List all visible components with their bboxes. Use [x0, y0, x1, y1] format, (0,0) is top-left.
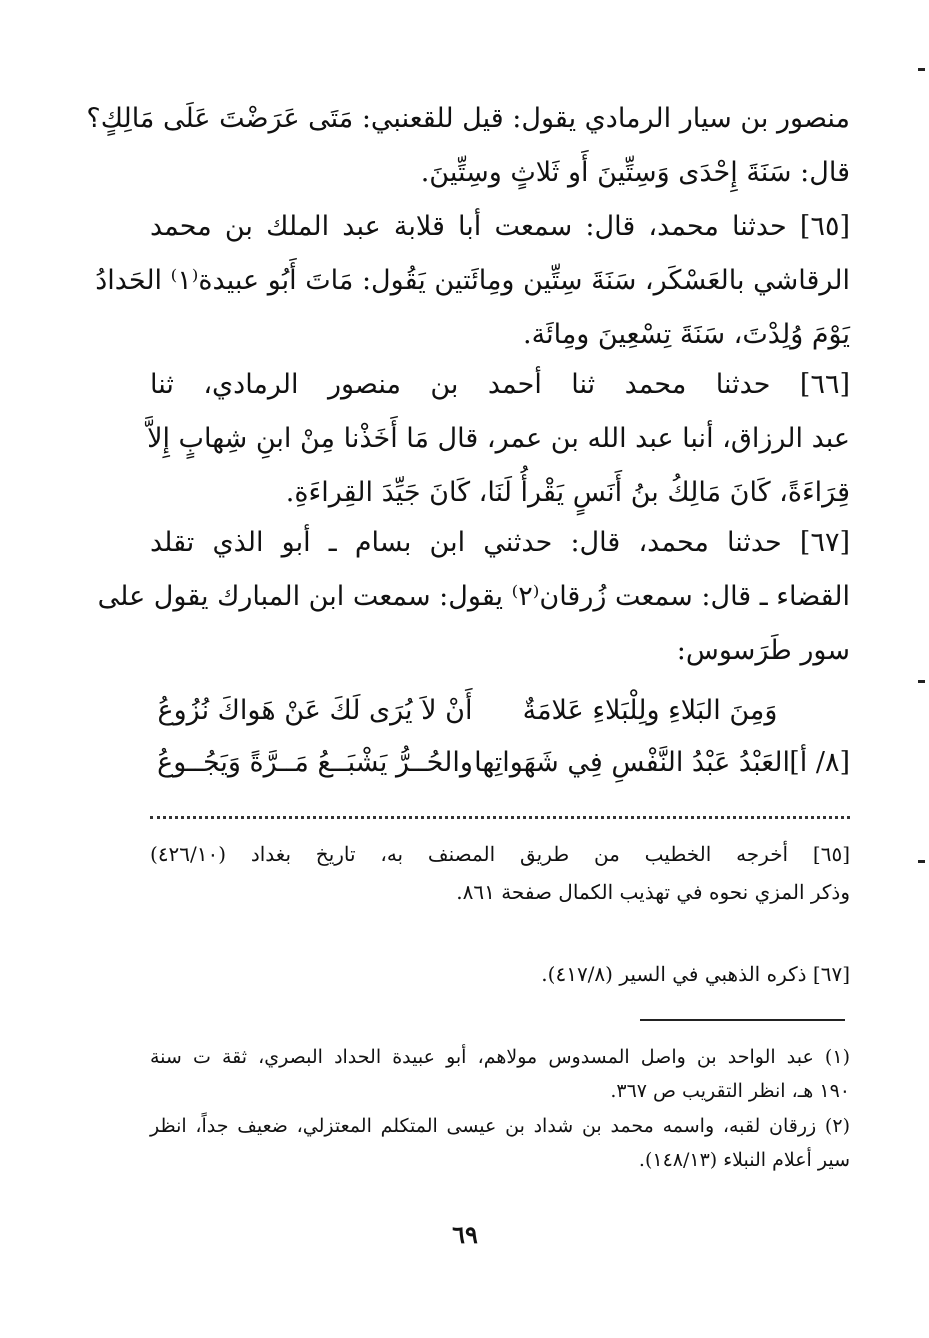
text-line: سور طَرَسوس: [676, 635, 850, 666]
report-65 [95, 200, 850, 362]
verse-row [150, 737, 850, 789]
footnote-line: (١) عبد الواحد بن واصل المسدوس مولاهم، أبو عبيدة الحداد البصري، ثقة ت سنة [150, 1046, 850, 1068]
footnote-line: (٢) زرقان لقبه، واسمه محمد بن شداد بن عيسى المتكلم المعتزلي، ضعيف جداً، انظر [150, 1115, 850, 1137]
footnote-line: سير أعلام النبلاء (١٤٨/١٣). [638, 1149, 850, 1171]
text-line: الرقاشي بالعَسْكَر، سَنَةَ سِتِّين ومِائَتين يَقُول: مَاتَ أَبُو عبيدة⁽١⁾ الحَدادُ [95, 265, 850, 296]
margin-mark [918, 860, 925, 863]
text-line: قِرَاءَةً، كَانَ مَالِكُ بنُ أَنَسٍ يَقْرأُ لَنَا، كَانَ جَيِّدَ القِراءَةِ. [285, 477, 850, 508]
verse-first-hemistich: العَبْدُ عَبْدُ النَّفْسِ فِي شَهَواتِها [474, 747, 790, 778]
page-number: ٦٩ [452, 1220, 478, 1249]
text-line: منصور بن سيار الرمادي يقول: قيل للقعنبي: مَتَى عَرَضْتَ عَلَى مَالِكٍ؟ [86, 103, 850, 134]
margin-mark [918, 680, 925, 683]
report-67 [97, 516, 850, 678]
footnote-rule [640, 1019, 845, 1021]
dotted-separator [150, 812, 850, 819]
note-line: [٦٧] ذكره الذهبي في السير (٤١٧/٨). [541, 962, 850, 986]
text-line: [٦٧] حدثنا محمد، قال: حدثني ابن بسام ـ أبو الذي تقلد [150, 527, 850, 558]
verse-row [150, 685, 850, 737]
poem [150, 685, 850, 789]
verse-second-hemistich: أَنْ لاَ يُرَى لَكَ عَنْ هَواكَ نُزُوعُ [157, 695, 473, 726]
note-67 [150, 955, 850, 993]
verse-first-hemistich: وَمِنَ البَلاءِ ولِلْبَلاءِ عَلامَةٌ [522, 695, 778, 726]
text-line: القضاء ـ قال: سمعت زُرقان⁽٢⁾ يقول: سمعت ابن المبارك يقول على [97, 581, 850, 612]
verse-second-hemistich: والحُــرُّ يَشْبَــعُ مَــرَّةً وَيَجُــوعُ [157, 747, 473, 778]
text-line: يَوْمَ وُلِدْتَ، سَنَةَ تِسْعِينَ ومِائَة. [523, 319, 850, 350]
text-line: قال: سَنَةَ إِحْدَى وَسِتِّينَ أَو ثَلاثٍ وسِتِّينَ. [420, 157, 850, 188]
intro-paragraph [86, 92, 850, 200]
text-line: عبد الرزاق، أنبا عبد الله بن عمر، قال مَا أَخَذْنا مِنْ ابنِ شِهابٍ إِلاَّ [147, 423, 850, 454]
footnote-2 [150, 1109, 850, 1177]
footnote-1 [150, 1040, 850, 1108]
report-66 [147, 358, 850, 520]
manuscript-folio-marker: [٨/ أ] [789, 747, 850, 778]
note-line: [٦٥] أخرجه الخطيب من طريق المصنف به، تاريخ بغداد (٤٢٦/١٠) [150, 842, 850, 866]
text-line: [٦٥] حدثنا محمد، قال: سمعت أبا قلابة عبد الملك بن محمد [150, 211, 850, 242]
footnote-line: ١٩٠ هـ، انظر التقريب ص ٣٦٧. [610, 1080, 850, 1102]
note-line: وذكر المزي نحوه في تهذيب الكمال صفحة ٨٦١. [456, 880, 850, 904]
note-65 [150, 835, 850, 911]
text-line: [٦٦] حدثنا محمد ثنا أحمد بن منصور الرمادي، ثنا [150, 369, 850, 400]
margin-mark [918, 68, 925, 71]
